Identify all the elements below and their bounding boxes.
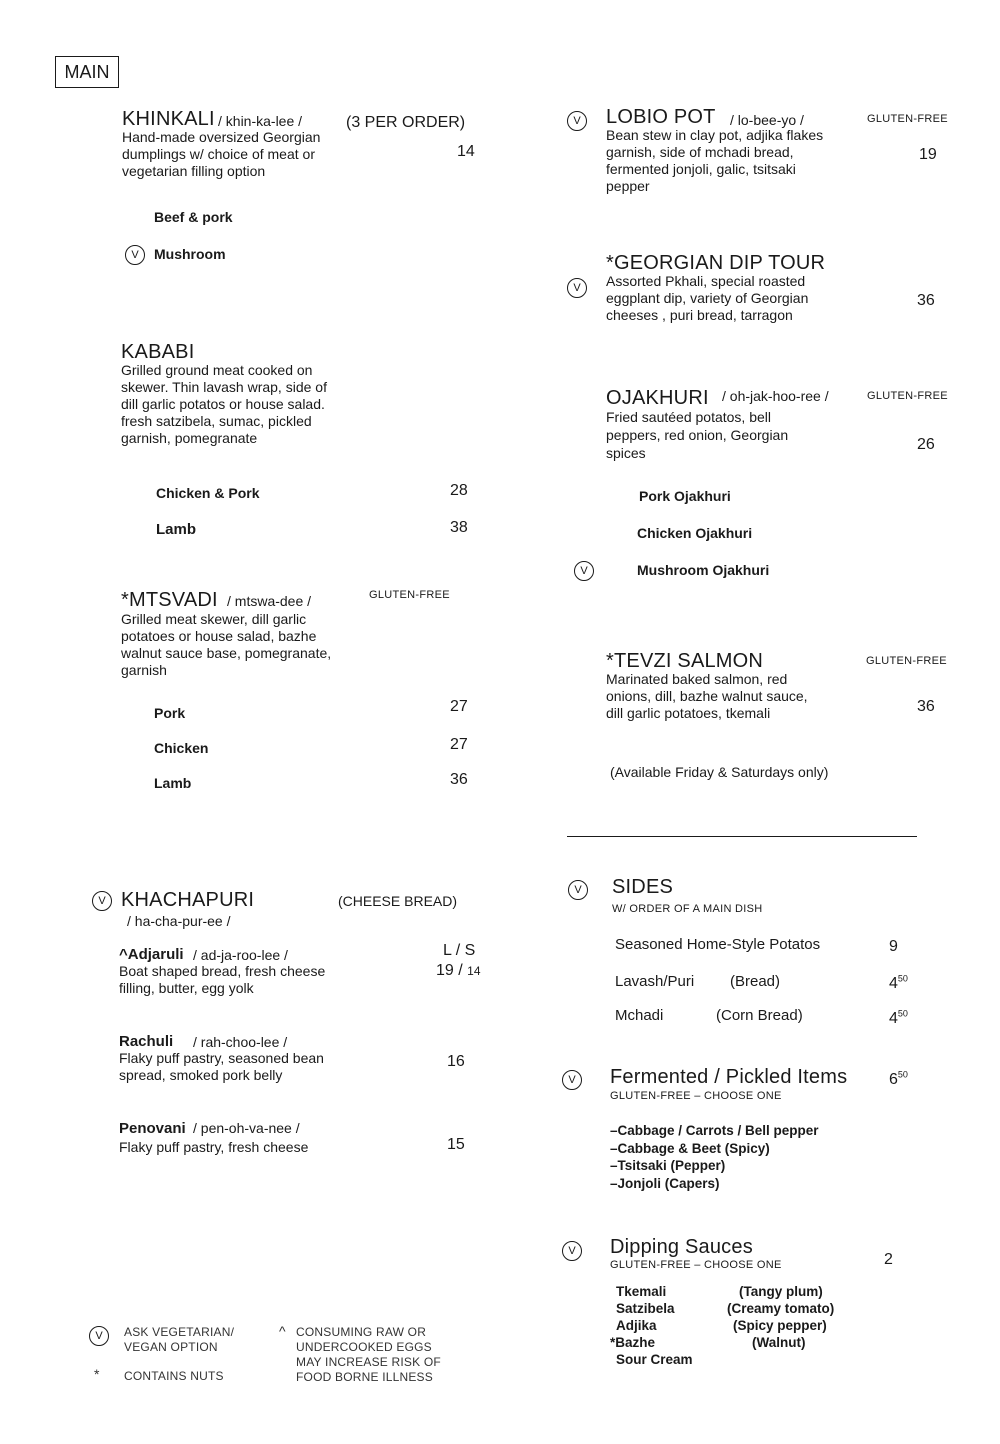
adjaruli-phonetic: / ad-ja-roo-lee / xyxy=(193,947,288,963)
mtsvadi-phonetic: / mtswa-dee / xyxy=(227,593,312,609)
side-item-lavash: Lavash/Puri xyxy=(615,973,695,990)
footer-egg-note: CONSUMING RAW OR UNDERCOOKED EGGS MAY INCREASE RISK OF FOOD BORNE ILLNESS xyxy=(296,1325,441,1384)
fermented-item: –Jonjoli (Capers) xyxy=(610,1175,720,1191)
mtsvadi-desc: Grilled meat skewer, dill garlic potatoes or house salad, bazhe walnut sauce base, pomegranate, garnish xyxy=(121,611,332,678)
vegetarian-icon: V xyxy=(562,1241,582,1261)
ojakhuri-desc: Fried sautéed potatos, bell peppers, red onion, Georgian spices xyxy=(606,409,789,461)
sides-title: SIDES xyxy=(612,876,674,898)
kababi-option-chicken-pork: Chicken & Pork xyxy=(156,485,260,501)
fermented-list xyxy=(610,1122,840,1192)
side-item-mchadi-note: (Corn Bread) xyxy=(716,1007,803,1024)
khinkali-option-beef-pork: Beef & pork xyxy=(154,209,233,225)
mtsvadi-option-chicken: Chicken xyxy=(154,740,209,756)
adjaruli-price-small: 14 xyxy=(467,964,481,978)
mtsvadi-gluten-free-tag: GLUTEN-FREE xyxy=(369,589,450,601)
sauce-name: *Bazhe xyxy=(610,1335,656,1350)
sauce-name: Adjika xyxy=(616,1318,657,1333)
lobio-price: 19 xyxy=(919,146,937,163)
fermented-item: –Cabbage & Beet (Spicy) xyxy=(610,1140,770,1156)
sauce-desc: (Walnut) xyxy=(752,1335,806,1350)
side-price-mchadi-main: 4 xyxy=(889,1010,898,1027)
dip-tour-desc: Assorted Pkhali, special roasted eggplant dip, variety of Georgian cheeses , puri bread, tarragon xyxy=(606,273,809,323)
ojakhuri-title: OJAKHURI xyxy=(606,387,709,409)
penovani-phonetic: / pen-oh-va-nee / xyxy=(193,1120,300,1136)
ojakhuri-option-chicken: Chicken Ojakhuri xyxy=(637,525,753,541)
footer-nuts-note: CONTAINS NUTS xyxy=(124,1369,224,1383)
lobio-title: LOBIO POT xyxy=(606,106,716,128)
adjaruli-name: ^Adjaruli xyxy=(119,946,184,963)
rachuli-phonetic: / rah-choo-lee / xyxy=(193,1034,288,1050)
side-price-mchadi xyxy=(889,1010,908,1028)
adjaruli-size-label: L / S xyxy=(443,942,476,959)
side-price-lavash xyxy=(889,975,908,993)
fermented-price xyxy=(889,1071,908,1089)
kababi-option-lamb: Lamb xyxy=(156,521,197,538)
side-item-mchadi: Mchadi xyxy=(615,1007,664,1024)
sauce-name: Satzibela xyxy=(616,1301,675,1316)
kababi-title: KABABI xyxy=(121,341,195,363)
vegetarian-icon: V xyxy=(574,561,594,581)
side-price-lavash-cents: 50 xyxy=(897,973,908,984)
lobio-gluten-free-tag: GLUTEN-FREE xyxy=(867,113,948,125)
sauce-desc: (Spicy pepper) xyxy=(733,1318,827,1333)
section-label-main: MAIN xyxy=(55,56,119,88)
footer-veg-note: ASK VEGETARIAN/ VEGAN OPTION xyxy=(124,1325,235,1354)
footer-star-symbol: * xyxy=(94,1366,100,1382)
khinkali-price: 14 xyxy=(457,143,475,160)
khinkali-note: (3 PER ORDER) xyxy=(346,114,466,131)
footer-caret-symbol: ^ xyxy=(279,1323,286,1339)
penovani-desc: Flaky puff pastry, fresh cheese xyxy=(119,1139,309,1155)
fermented-item: –Cabbage / Carrots / Bell pepper xyxy=(610,1123,819,1138)
vegetarian-icon: V xyxy=(567,111,587,131)
sauce-desc: (Creamy tomato) xyxy=(727,1301,835,1316)
salmon-gluten-free-tag: GLUTEN-FREE xyxy=(866,655,947,667)
fermented-price-cents: 50 xyxy=(897,1069,908,1080)
fermented-subtitle: GLUTEN-FREE – CHOOSE ONE xyxy=(610,1090,782,1102)
salmon-desc: Marinated baked salmon, red onions, dill, bazhe walnut sauce, dill garlic potatoes, tkemali xyxy=(606,671,808,721)
ojakhuri-option-pork: Pork Ojakhuri xyxy=(639,488,731,504)
vegetarian-icon: V xyxy=(567,278,587,298)
side-price-potatos-main: 9 xyxy=(889,938,898,955)
kababi-price-lamb: 38 xyxy=(450,519,468,536)
mtsvadi-option-pork: Pork xyxy=(154,705,186,721)
vegetarian-icon: V xyxy=(125,245,145,265)
penovani-name: Penovani xyxy=(119,1120,186,1137)
sauces-subtitle: GLUTEN-FREE – CHOOSE ONE xyxy=(610,1259,782,1271)
section-divider xyxy=(567,836,917,837)
side-item-lavash-note: (Bread) xyxy=(730,973,781,990)
salmon-title: *TEVZI SALMON xyxy=(606,650,764,672)
kababi-price-chicken-pork: 28 xyxy=(450,482,468,499)
khachapuri-note: (CHEESE BREAD) xyxy=(338,893,458,909)
khinkali-desc: Hand-made oversized Georgian dumplings w/ choice of meat or vegetarian filling option xyxy=(122,129,321,179)
khachapuri-phonetic: / ha-cha-pur-ee / xyxy=(127,913,231,929)
lobio-phonetic: / lo-bee-yo / xyxy=(730,112,804,128)
mtsvadi-price-chicken: 27 xyxy=(450,736,468,753)
side-price-lavash-main: 4 xyxy=(889,975,898,992)
sauce-name: Tkemali xyxy=(616,1284,667,1299)
lobio-desc: Bean stew in clay pot, adjika flakes garnish, side of mchadi bread, fermented jonjoli, galic, tsitsaki pepper xyxy=(606,127,824,194)
khinkali-option-mushroom: Mushroom xyxy=(154,246,226,262)
rachuli-desc: Flaky puff pastry, seasoned bean spread, smoked pork belly xyxy=(119,1050,324,1083)
ojakhuri-gluten-free-tag: GLUTEN-FREE xyxy=(867,390,948,402)
vegetarian-icon: V xyxy=(568,880,588,900)
side-price-potatos xyxy=(889,938,898,956)
sides-subtitle: W/ ORDER OF A MAIN DISH xyxy=(612,903,763,915)
side-price-mchadi-cents: 50 xyxy=(897,1008,908,1019)
vegetarian-icon: V xyxy=(562,1070,582,1090)
vegetarian-icon: V xyxy=(92,891,112,911)
salmon-availability: (Available Friday & Saturdays only) xyxy=(610,764,829,780)
ojakhuri-option-mushroom: Mushroom Ojakhuri xyxy=(637,562,770,578)
adjaruli-price: 19 / 14 xyxy=(436,962,481,979)
adjaruli-desc: Boat shaped bread, fresh cheese filling, butter, egg yolk xyxy=(119,963,326,996)
kababi-desc: Grilled ground meat cooked on skewer. Thin lavash wrap, side of dill garlic potatos or house salad. fresh satzibela, sumac, pickled garnish, pomegranate xyxy=(121,362,327,446)
fermented-item: –Tsitsaki (Pepper) xyxy=(610,1158,726,1173)
adjaruli-price-large: 19 xyxy=(436,962,454,979)
sauce-name: Sour Cream xyxy=(616,1352,693,1367)
khinkali-phonetic: / khin-ka-lee / xyxy=(218,113,303,129)
sauces-title: Dipping Sauces xyxy=(610,1236,753,1258)
dip-tour-price: 36 xyxy=(917,292,935,309)
dip-tour-title: *GEORGIAN DIP TOUR xyxy=(606,252,826,274)
penovani-price: 15 xyxy=(447,1136,465,1153)
ojakhuri-phonetic: / oh-jak-hoo-ree / xyxy=(722,388,829,404)
mtsvadi-price-pork: 27 xyxy=(450,698,468,715)
khinkali-title: KHINKALI xyxy=(122,108,215,130)
khachapuri-title: KHACHAPURI xyxy=(121,889,255,911)
sauce-desc: (Tangy plum) xyxy=(739,1284,823,1299)
side-item-potatos: Seasoned Home-Style Potatos xyxy=(615,936,821,953)
vegetarian-icon: V xyxy=(89,1326,109,1346)
mtsvadi-option-lamb: Lamb xyxy=(154,775,192,791)
salmon-price: 36 xyxy=(917,698,935,715)
ojakhuri-price: 26 xyxy=(917,436,935,453)
mtsvadi-title: *MTSVADI xyxy=(121,589,218,611)
rachuli-name: Rachuli xyxy=(119,1033,174,1050)
fermented-title: Fermented / Pickled Items xyxy=(610,1066,848,1088)
rachuli-price: 16 xyxy=(447,1053,465,1070)
sauces-price: 2 xyxy=(884,1251,893,1268)
mtsvadi-price-lamb: 36 xyxy=(450,771,468,788)
fermented-price-main: 6 xyxy=(889,1071,898,1088)
